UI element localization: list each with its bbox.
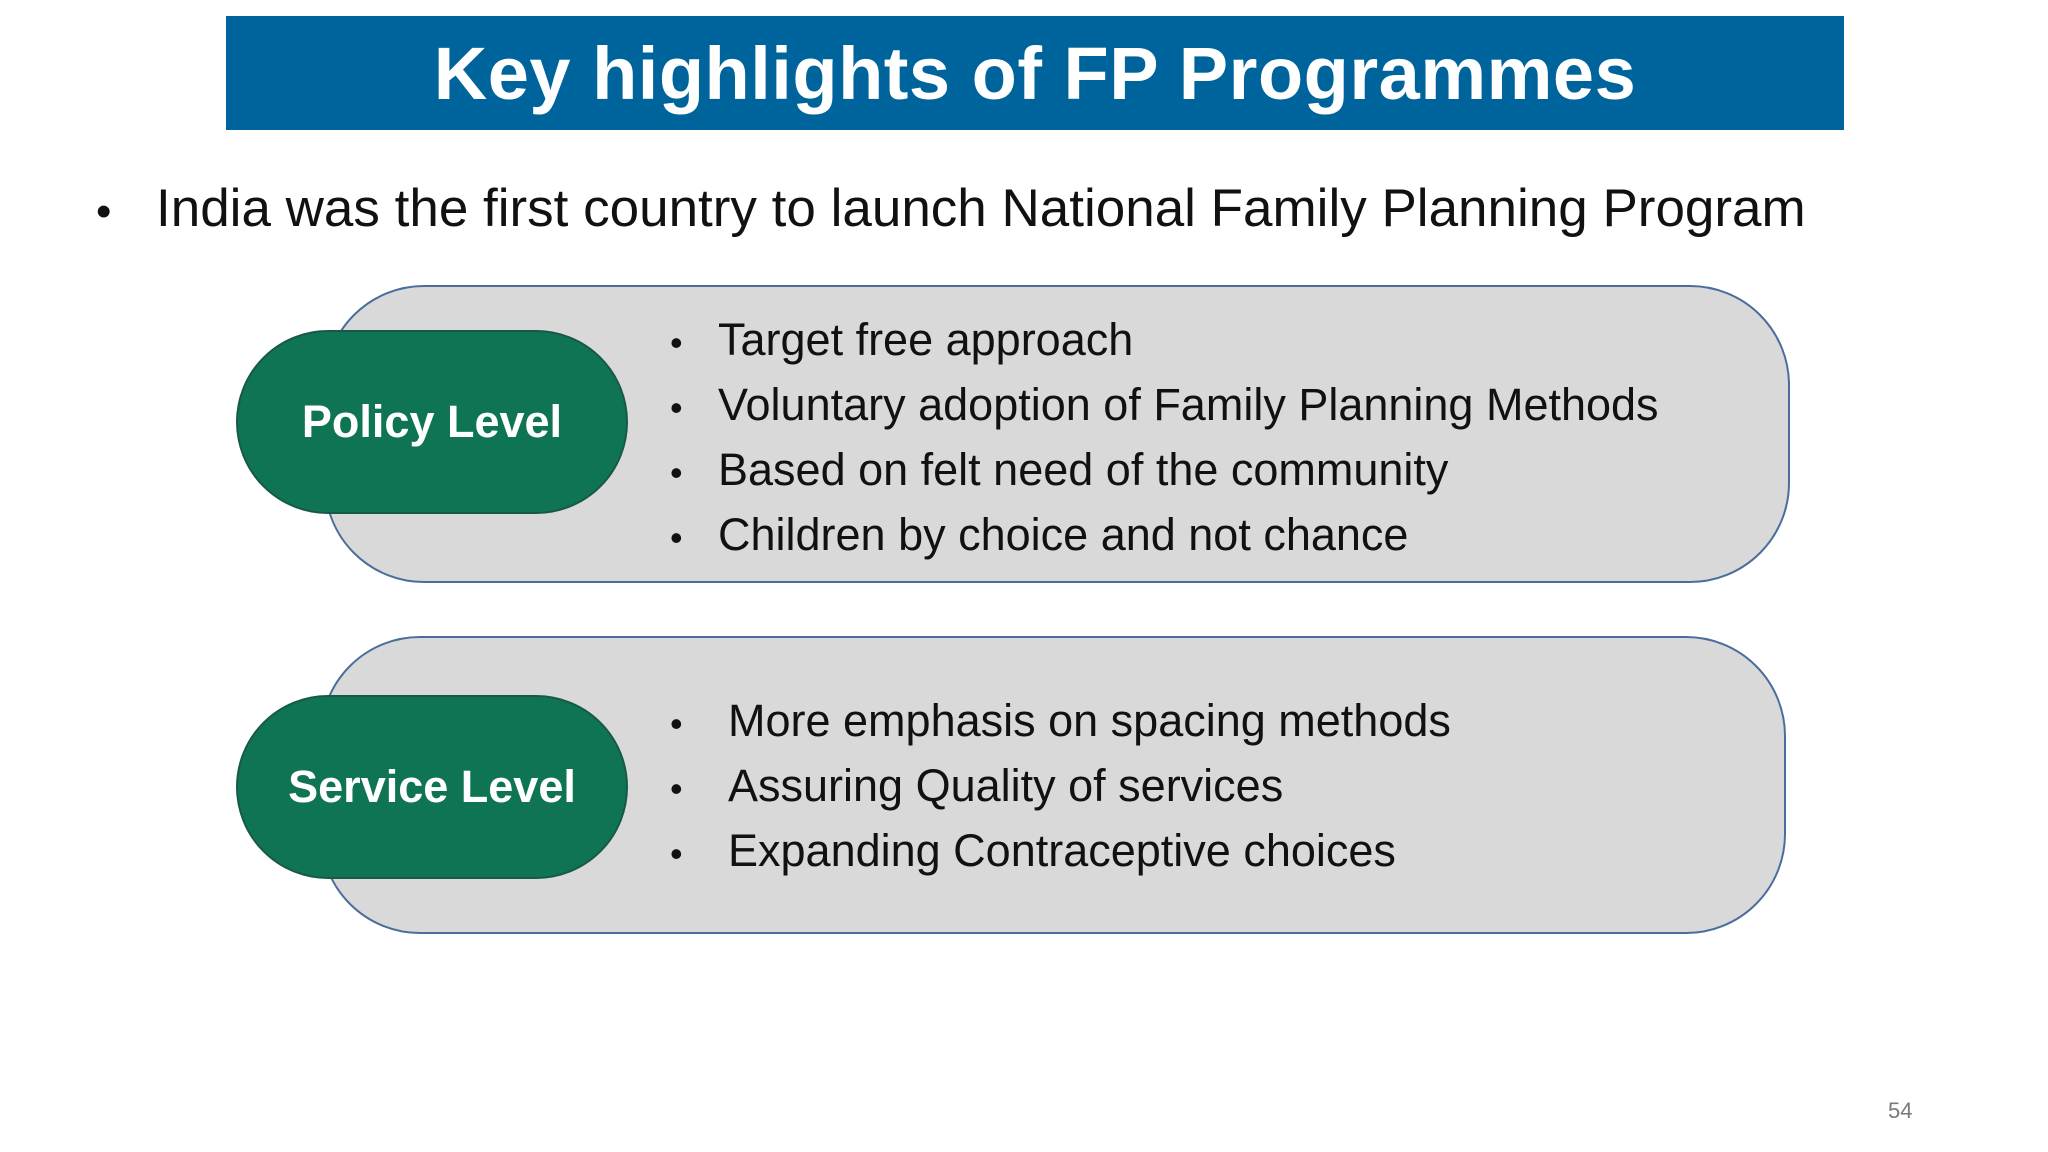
service-bullet-list [670, 690, 1451, 885]
bullet-glyph: • [670, 833, 683, 874]
main-bullet [96, 178, 1806, 239]
service-item-text: Assuring Quality of services [728, 760, 1284, 811]
bullet-glyph: • [670, 768, 683, 809]
list-item [670, 374, 1659, 439]
list-item [670, 755, 1451, 820]
policy-bullet-list [670, 309, 1659, 569]
bullet-glyph: • [670, 703, 683, 744]
policy-item-text: Target free approach [718, 314, 1134, 365]
list-item [670, 309, 1659, 374]
policy-level-label: Policy Level [301, 396, 563, 447]
page-number: 54 [1888, 1098, 1913, 1123]
bullet-glyph: • [96, 187, 112, 236]
service-level-pill [236, 695, 628, 879]
list-item [670, 820, 1451, 885]
service-item-text: More emphasis on spacing methods [728, 695, 1451, 746]
service-item-text: Expanding Contraceptive choices [728, 825, 1396, 876]
policy-item-text: Children by choice and not chance [718, 509, 1409, 560]
title-banner [226, 16, 1844, 130]
main-bullet-text: India was the first country to launch National Family Planning Program [156, 179, 1806, 238]
bullet-glyph: • [670, 517, 683, 558]
bullet-glyph: • [670, 452, 683, 493]
list-item [670, 690, 1451, 755]
service-level-label: Service Level [288, 761, 576, 812]
policy-item-text: Based on felt need of the community [718, 444, 1449, 495]
policy-item-text: Voluntary adoption of Family Planning Methods [718, 379, 1659, 430]
bullet-glyph: • [670, 322, 683, 363]
slide-title: Key highlights of FP Programmes [433, 31, 1637, 115]
bullet-glyph: • [670, 387, 683, 428]
policy-level-pill [236, 330, 628, 514]
list-item [670, 439, 1659, 504]
list-item [670, 504, 1659, 569]
